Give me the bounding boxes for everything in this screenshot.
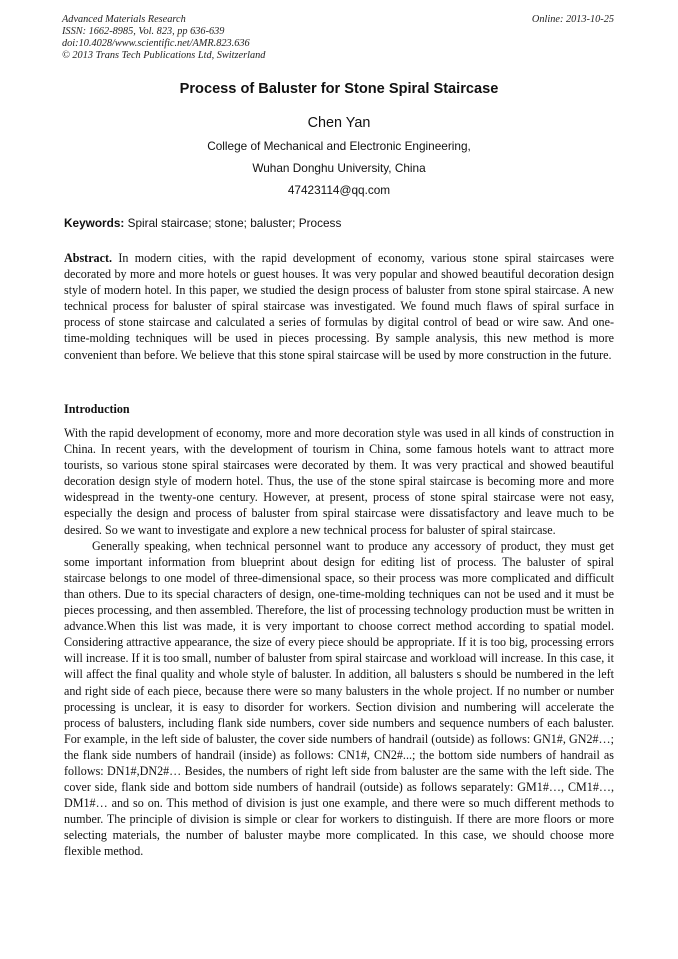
abstract xyxy=(64,250,614,363)
abstract-label: Abstract. xyxy=(64,251,113,265)
copyright-line: © 2013 Trans Tech Publications Ltd, Switzerland xyxy=(62,50,266,61)
intro-paragraph-1: With the rapid development of economy, more and more decoration style was used in all kinds of construction in China. In recent years, with the development of tourism in China, some famous hotels want to attract more tourists, so various stone spiral staircases were decorated by them. It was very practical and showed beautiful decoration design style of modern hotel. Thus, the use of the stone spiral staircase is becoming more and more widespread in the twenty-one century. However, at present, process of stone spiral staircase were not easy, especially the design and process of baluster from spiral staircase were dissatisfactory and leave much to be desired. So we want to investigate and explore a new technical process for baluster of spiral staircase. xyxy=(64,426,614,537)
online-date: Online: 2013-10-25 xyxy=(531,14,614,25)
affiliation-university: Wuhan Donghu University, China xyxy=(252,161,426,175)
issn-line: ISSN: 1662-8985, Vol. 823, pp 636-639 xyxy=(62,26,225,37)
author-email: 47423114@qq.com xyxy=(287,183,391,197)
section-heading-introduction: Introduction xyxy=(64,402,130,416)
keywords-label: Keywords: xyxy=(64,216,125,230)
abstract-text: In modern cities, with the rapid development of economy, various stone spiral staircases were decorated by more and more hotels or guest houses. It was very popular and showed beautiful decoration design style of modern hotel. In this paper, we studied the design process of baluster from stone spiral staircase. A new technical process for baluster of spiral staircase was investigated. We found much flaws of spiral surface in process of stone staircase and calculated a series of formulas by digital control of bead or wire saw. And one-time-molding techniques will be used in pieces processing. By sample analysis, this new method is more convenient than before. We believe that this stone spiral staircase will be used by more construction in the future. xyxy=(64,251,614,362)
introduction-body xyxy=(64,425,614,860)
publication-info xyxy=(62,14,265,62)
journal-name: Advanced Materials Research xyxy=(62,14,186,25)
doi-line: doi:10.4028/www.scientific.net/AMR.823.636 xyxy=(62,38,250,49)
author-name: Chen Yan xyxy=(307,115,371,131)
keywords-text: Spiral staircase; stone; baluster; Process xyxy=(124,216,342,230)
affiliation-college: College of Mechanical and Electronic Engineering, xyxy=(207,139,471,153)
intro-paragraph-2: Generally speaking, when technical personnel want to produce any accessory of product, they must get some important information from blueprint about design for editing list of process. The baluster of spiral staircase belongs to one model of three-dimensional space, so their process was more complicated and difficult than others. Due to its special characters of design, one-time-molding techniques can not be used and it must be pieces processing, and then assembled. Therefore, the list of processing technology production must be written in advance.When this list was made, it is very important to choose correct method according to spatial model. Considering attractive appearance, the size of every piece should be appropriate. If it is too big, processing errors will increase. If it is too small, number of baluster from spiral staircase and workload will increase. In this case, it will affect the final quality and whole style of baluster. In addition, all balusters s should be numbered in the left and right side of each piece, because there were so many balusters in the whole project. If no number or number processing is unclear, it is easy to disorder for workers. Section division and numbering will accelerate the process of balusters, including flank side numbers, cover side numbers and sequence numbers of each baluster. For example, in the left side of baluster, the cover side numbers of handrail (outside) as follows: GN1#, GN2#…; the flank side numbers of handrail (inside) as follows: CN1#, CN2#...; the bottom side numbers of handrail as follows: DN1#,DN2#… Besides, the numbers of right left side from baluster are the same with the left side. The cover side, flank side and bottom side numbers of handrail (outside) as follows separately: GM1#…, CM1#…, DM1#… and so on. This method of division is just one example, and there were so much different methods to number. The principle of division is simple or clear for workers to distinguish. If there are more floors or more selecting materials, the number of baluster maybe more complicated. In this case, we should choose more flexible method. xyxy=(64,538,614,859)
paper-title: Process of Baluster for Stone Spiral Staircase xyxy=(179,81,499,97)
keywords xyxy=(64,216,341,230)
